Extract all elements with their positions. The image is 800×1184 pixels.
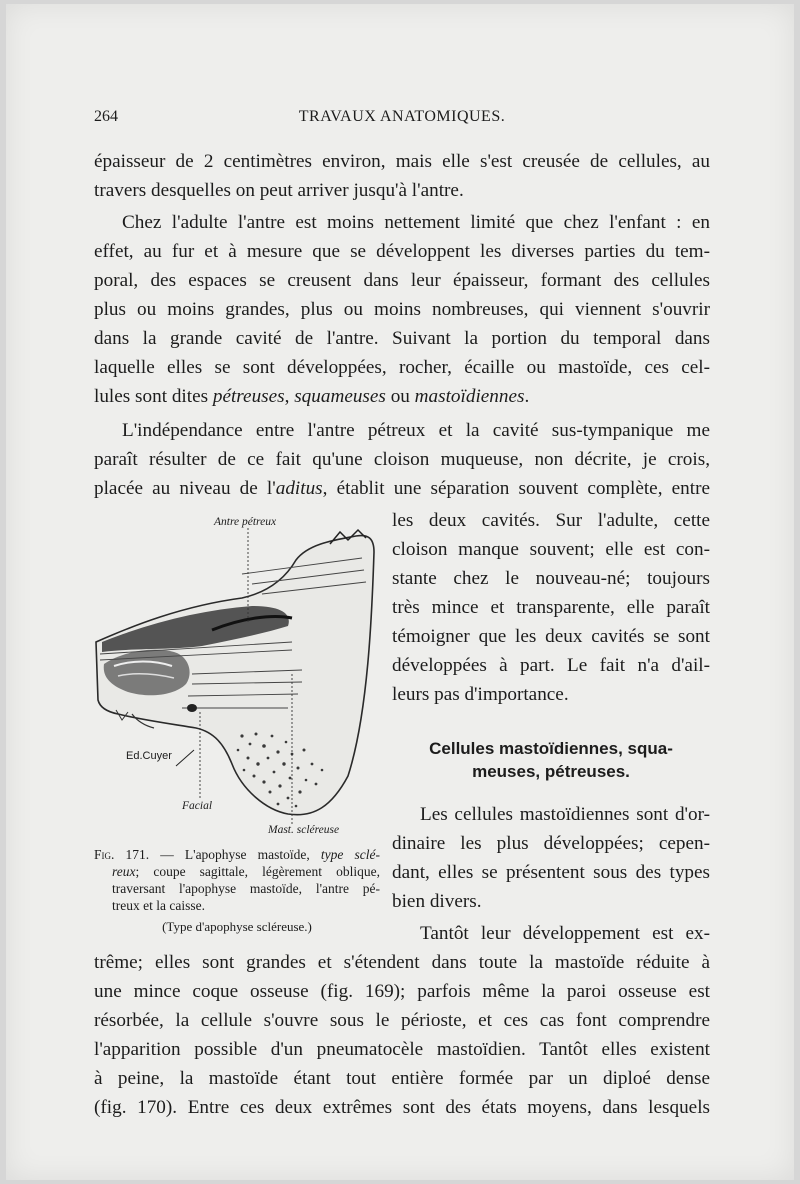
figure-label-antre: Antre pétreux [214, 516, 277, 528]
text-line: une mince coque osseuse (fig. 169); parfois même la paroi osseuse est [94, 981, 710, 1002]
running-title: TRAVAUX ANATOMIQUES. [298, 108, 506, 125]
text-line: Les cellules mastoïdiennes sont d'or- [420, 804, 710, 825]
text-line: stante chez le nouveau-né; toujours [392, 568, 710, 589]
text-line: très mince et transparente, elle paraît [392, 597, 710, 618]
caption-run: ; coupe sagittale, légèrement oblique, [135, 864, 380, 879]
caption-fig-label: Fig. [94, 847, 115, 862]
anatomical-figure [92, 514, 388, 846]
emphasis-squameuses: squameuses [294, 386, 386, 407]
caption-italic: type sclé- [320, 847, 381, 862]
text-line: leurs pas d'importance. [392, 684, 569, 705]
text-line: dans la grande cavité de l'antre. Suivant la portion du temporal dans [94, 328, 710, 349]
caption-line [94, 846, 380, 863]
caption-line: treux et la caisse. [112, 898, 205, 913]
caption-italic: reux [112, 864, 136, 879]
text-line: dinaire les plus développées; cepen- [392, 833, 710, 854]
text-line: plus ou moins grandes, plus ou moins nombreuses, qui viennent s'ouvrir [94, 299, 710, 320]
text-run: placée au niveau de l' [94, 478, 276, 499]
text-line: poral, des espaces se creusent dans leur épaisseur, formant des cellules [94, 270, 710, 291]
figure-label-facial: Facial [182, 800, 213, 812]
text-line: travers desquelles on peut arriver jusqu'à l'antre. [94, 180, 464, 201]
text-line: résorbée, la cellule s'ouvre sous le périoste, et ces cas font comprendre [94, 1010, 710, 1031]
page-number: 264 [94, 108, 118, 125]
section-heading-line: meuses, pétreuses. [472, 762, 630, 781]
figure-caption [94, 846, 380, 935]
book-page [6, 4, 794, 1180]
text-line: bien divers. [392, 891, 482, 912]
emphasis-aditus: aditus [275, 478, 323, 499]
section-heading-line: Cellules mastoïdiennes, squa- [429, 739, 673, 758]
text-run: ou [385, 386, 415, 407]
text-line: les deux cavités. Sur l'adulte, cette [392, 510, 710, 531]
caption-note: (Type d'apophyse scléreuse.) [162, 919, 312, 934]
text-run: . [524, 386, 530, 407]
figure-signature: Ed.Cuyer [126, 750, 172, 762]
text-line: Chez l'adulte l'antre est moins nettement limité que chez l'enfant : en [122, 212, 710, 233]
text-line: l'apparition possible d'un pneumatocèle mastoïdien. Tantôt elles existent [94, 1039, 710, 1060]
text-line: effet, au fur et à mesure que se développent les diverses parties du tem- [94, 241, 710, 262]
text-line: (fig. 170). Entre ces deux extrêmes sont des états moyens, dans lesquels [94, 1097, 710, 1118]
text-line [94, 474, 710, 503]
text-line: Tantôt leur développement est ex- [420, 923, 710, 944]
caption-fig-number: 171. [125, 847, 150, 862]
text-line: trême; elles sont grandes et s'étendent dans toute la mastoïde réduite à [94, 952, 710, 973]
text-line: épaisseur de 2 centimètres environ, mais elle s'est creusée de cellules, au [94, 151, 710, 172]
caption-run: — L'apophyse mastoïde, [149, 847, 321, 862]
facial-canal [187, 704, 197, 712]
text-line: dant, elles se présentent sous des types [392, 862, 710, 883]
mastoid-section-drawing [92, 514, 388, 846]
figure-label-mast: Mast. scléreuse [268, 824, 340, 836]
text-line [94, 382, 710, 411]
section-heading [392, 737, 710, 783]
text-run: , [284, 386, 295, 407]
caption-line [94, 863, 380, 880]
emphasis-petreuses: pétreuses [212, 386, 285, 407]
text-line: développées à part. Le fait n'a d'ail- [392, 655, 710, 676]
text-run: , établit une séparation souvent complète, entre [322, 478, 710, 499]
text-line: paraît résulter de ce fait qu'une cloison muqueuse, non décrite, je crois, [94, 449, 710, 470]
text-line: cloison manque souvent; elle est con- [392, 539, 710, 560]
text-line: L'indépendance entre l'antre pétreux et la cavité sus-tympanique me [122, 420, 710, 441]
signature-pointer [176, 750, 194, 766]
page-header [94, 108, 710, 134]
caption-line: traversant l'apophyse mastoïde, l'antre pé- [112, 881, 380, 896]
text-line: laquelle elles se sont développées, rocher, écaille ou mastoïde, ces cel- [94, 357, 710, 378]
text-run: lules sont dites [94, 386, 213, 407]
emphasis-mastoidiennes: mastoïdiennes [414, 386, 525, 407]
text-line: à peine, la mastoïde étant tout entière formée par un diploé dense [94, 1068, 710, 1089]
text-line: témoigner que les deux cavités se sont [392, 626, 710, 647]
